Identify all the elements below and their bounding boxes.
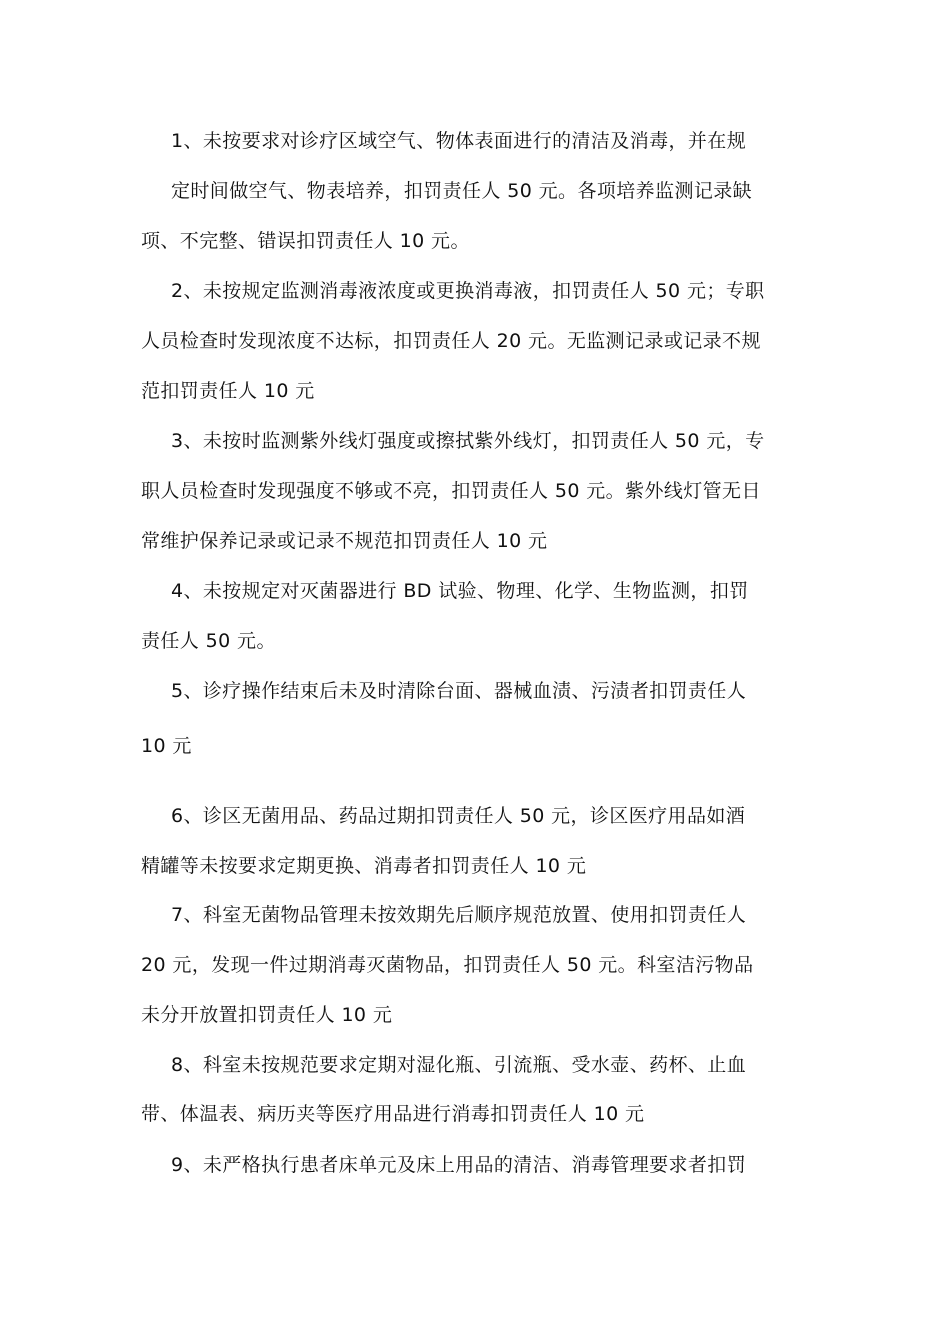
item-9-line-1: 9、未严格执行患者床单元及床上用品的清洁、消毒管理要求者扣罚 bbox=[171, 1154, 747, 1176]
item-2-line-2: 人员检查时发现浓度不达标，扣罚责任人 20 元。无监测记录或记录不规 bbox=[141, 330, 761, 352]
item-6-line-1: 6、诊区无菌用品、药品过期扣罚责任人 50 元，诊区医疗用品如酒 bbox=[171, 805, 746, 827]
item-4-line-1: 4、未按规定对灭菌器进行 BD 试验、物理、化学、生物监测，扣罚 bbox=[171, 580, 749, 602]
item-4-line-2: 责任人 50 元。 bbox=[141, 630, 276, 652]
item-2-line-1: 2、未按规定监测消毒液浓度或更换消毒液，扣罚责任人 50 元；专职 bbox=[171, 280, 765, 302]
item-7-line-3: 未分开放置扣罚责任人 10 元 bbox=[141, 1004, 393, 1026]
item-3-line-1: 3、未按时监测紫外线灯强度或擦拭紫外线灯，扣罚责任人 50 元，专 bbox=[171, 430, 765, 452]
item-1-line-2: 定时间做空气、物表培养，扣罚责任人 50 元。各项培养监测记录缺 bbox=[171, 180, 753, 202]
item-2-line-3: 范扣罚责任人 10 元 bbox=[141, 380, 315, 402]
item-8-line-1: 8、科室未按规范要求定期对湿化瓶、引流瓶、受水壶、药杯、止血 bbox=[171, 1054, 747, 1076]
item-5-line-1: 5、诊疗操作结束后未及时清除台面、器械血渍、污渍者扣罚责任人 bbox=[171, 680, 747, 702]
item-7-line-1: 7、科室无菌物品管理未按效期先后顺序规范放置、使用扣罚责任人 bbox=[171, 904, 747, 926]
item-1-line-1: 1、未按要求对诊疗区域空气、物体表面进行的清洁及消毒，并在规 bbox=[171, 130, 747, 152]
item-6-line-2: 精罐等未按要求定期更换、消毒者扣罚责任人 10 元 bbox=[141, 855, 587, 877]
item-7-line-2: 20 元，发现一件过期消毒灭菌物品，扣罚责任人 50 元。科室洁污物品 bbox=[141, 954, 754, 976]
item-5-line-2: 10 元 bbox=[141, 735, 192, 757]
item-8-line-2: 带、体温表、病历夹等医疗用品进行消毒扣罚责任人 10 元 bbox=[141, 1103, 645, 1125]
item-3-line-2: 职人员检查时发现强度不够或不亮，扣罚责任人 50 元。紫外线灯管无日 bbox=[141, 480, 761, 502]
item-3-line-3: 常维护保养记录或记录不规范扣罚责任人 10 元 bbox=[141, 530, 548, 552]
item-1-line-3: 项、不完整、错误扣罚责任人 10 元。 bbox=[141, 230, 470, 252]
